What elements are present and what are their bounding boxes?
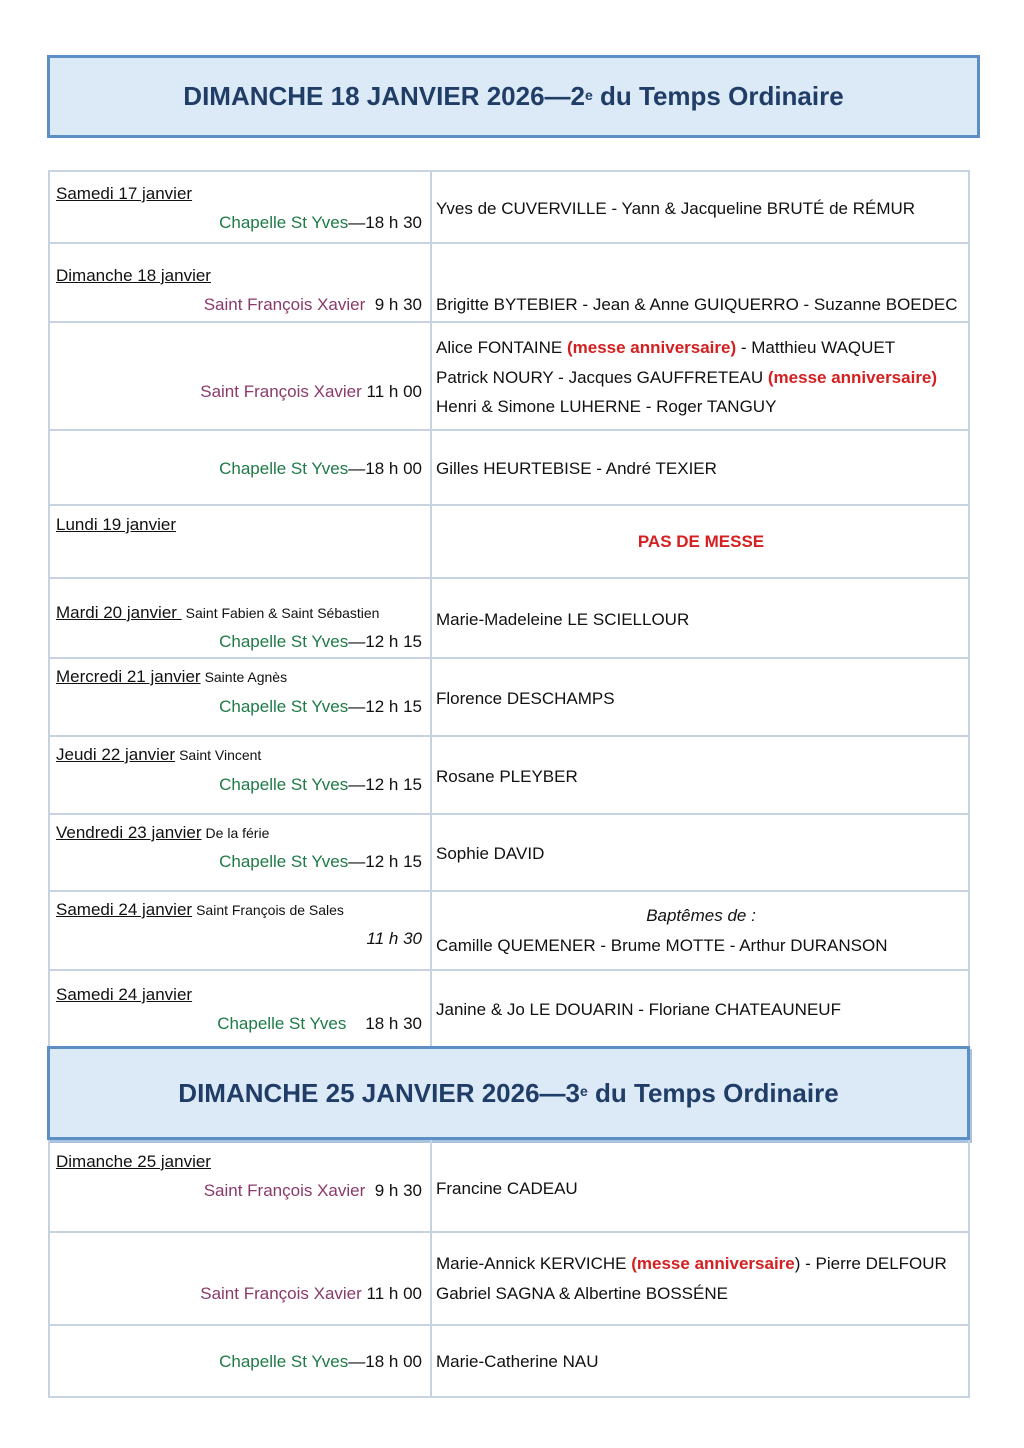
row-date: Mardi 20 janvier <box>56 603 182 622</box>
anniversary-note: (messe anniversaire) <box>767 368 938 387</box>
row-place <box>204 1181 422 1201</box>
mass-time: —12 h 15 <box>348 632 422 651</box>
intention-text: Marie-Annick KERVICHE <box>436 1254 632 1273</box>
feast-name: Saint Vincent <box>179 747 262 763</box>
row-place <box>219 775 422 795</box>
mass-time: —18 h 00 <box>348 459 422 478</box>
mass-time: 11 h 00 <box>361 1284 422 1303</box>
banner-title: DIMANCHE 18 JANVIER 2026—2 <box>183 81 585 111</box>
sunday-banner-18 <box>47 55 980 138</box>
row-day <box>56 1152 211 1172</box>
row-place <box>219 213 422 233</box>
row-day <box>56 823 269 843</box>
place-name: Chapelle St Yves <box>219 632 349 651</box>
table-row <box>50 431 968 506</box>
mass-time: 18 h 30 <box>346 1014 422 1033</box>
row-intention: Camille QUEMENER - Brume MOTTE - Arthur DURANSON <box>436 936 888 955</box>
row-place <box>219 852 422 872</box>
row-intention: Yves de CUVERVILLE - Yann & Jacqueline BRUTÉ de RÉMUR <box>436 199 916 218</box>
anniversary-note: (messe anniversaire <box>631 1254 795 1273</box>
row-day <box>56 515 176 535</box>
row-date: Vendredi 23 janvier <box>56 823 202 842</box>
row-date: Dimanche 25 janvier <box>56 1152 211 1171</box>
row-date: Jeudi 22 janvier <box>56 745 176 764</box>
intention-text: Alice FONTAINE <box>436 338 567 357</box>
place-name: Chapelle St Yves <box>219 775 349 794</box>
mass-time: —18 h 30 <box>348 213 422 232</box>
mass-table-week2 <box>48 1140 970 1398</box>
row-intention: Rosane PLEYBER <box>436 767 578 786</box>
feast-name: Saint Fabien & Saint Sébastien <box>185 605 380 621</box>
mass-table-week1 <box>48 170 970 1048</box>
banner-title-rest: du Temps Ordinaire <box>587 1077 839 1108</box>
table-row <box>50 172 968 244</box>
row-intention <box>436 338 895 358</box>
place-name: Saint François Xavier <box>203 295 366 314</box>
row-intention: Marie-Madeleine LE SCIELLOUR <box>436 610 690 629</box>
intention-text: - Matthieu WAQUET <box>736 338 896 357</box>
row-intention: Marie-Catherine NAU <box>436 1352 599 1371</box>
table-row <box>50 323 968 431</box>
mass-time: 11 h 00 <box>361 382 422 401</box>
row-date: Lundi 19 janvier <box>56 515 177 534</box>
place-name: Saint François Xavier <box>200 382 362 401</box>
place-name: Saint François Xavier <box>200 1284 362 1303</box>
row-place <box>367 929 422 949</box>
intention-text: ) - Pierre DELFOUR <box>794 1254 947 1273</box>
row-intention: Janine & Jo LE DOUARIN - Floriane CHATEAUNEUF <box>436 1000 841 1019</box>
row-intention <box>436 368 937 388</box>
row-place <box>200 382 422 402</box>
feast-name: Sainte Agnès <box>204 669 288 685</box>
row-place <box>200 1284 422 1304</box>
mass-time: —12 h 15 <box>348 852 422 871</box>
place-name: Chapelle St Yves <box>219 459 349 478</box>
place-name: Chapelle St Yves <box>219 1352 349 1371</box>
row-day <box>56 745 261 765</box>
feast-name: Saint François de Sales <box>196 902 344 918</box>
table-row <box>50 579 968 659</box>
row-intention: Gabriel SAGNA & Albertine BOSSÉNE <box>436 1284 728 1303</box>
row-day <box>56 667 287 687</box>
mass-time: —18 h 00 <box>348 1352 422 1371</box>
row-date: Mercredi 21 janvier <box>56 667 201 686</box>
place-name: Chapelle St Yves <box>219 213 349 232</box>
table-row <box>50 892 968 971</box>
row-place <box>204 295 422 315</box>
row-day <box>56 900 344 920</box>
table-row <box>50 737 968 815</box>
row-day <box>56 266 211 286</box>
row-place <box>217 1014 422 1034</box>
anniversary-note: (messe anniversaire) <box>566 338 737 357</box>
row-date: Samedi 24 janvier <box>56 985 193 1004</box>
row-intention: Sophie DAVID <box>436 844 545 863</box>
mass-time: —12 h 15 <box>348 697 422 716</box>
row-intention: Brigitte BYTEBIER - Jean & Anne GUIQUERRO - Suzanne BOEDEC <box>436 295 958 314</box>
place-name: Saint François Xavier <box>203 1181 366 1200</box>
row-place <box>219 459 422 479</box>
row-intention <box>436 1254 947 1274</box>
table-row <box>50 1233 968 1326</box>
table-row <box>50 1326 968 1398</box>
row-intention: Francine CADEAU <box>436 1179 578 1198</box>
feast-name: De la férie <box>205 825 270 841</box>
baptism-heading: Baptêmes de : <box>646 906 756 925</box>
table-row <box>50 1140 968 1233</box>
row-date: Dimanche 18 janvier <box>56 266 211 285</box>
row-date: Samedi 24 janvier <box>56 900 193 919</box>
table-row <box>50 244 968 323</box>
row-intention: Florence DESCHAMPS <box>436 689 615 708</box>
sunday-banner-25 <box>47 1046 970 1140</box>
table-row <box>50 815 968 892</box>
row-place <box>219 697 422 717</box>
table-row <box>50 506 968 579</box>
mass-time: 9 h 30 <box>365 295 422 314</box>
row-day <box>56 985 192 1005</box>
banner-sup: e <box>580 1083 588 1099</box>
mass-time: 9 h 30 <box>365 1181 422 1200</box>
row-date: Samedi 17 janvier <box>56 184 193 203</box>
table-row <box>50 659 968 737</box>
intention-text: Patrick NOURY - Jacques GAUFFRETEAU <box>436 368 768 387</box>
place-name: Chapelle St Yves <box>217 1014 347 1033</box>
banner-title: DIMANCHE 25 JANVIER 2026—3 <box>178 1077 580 1108</box>
banner-sup: e <box>585 86 593 103</box>
row-place <box>219 632 422 652</box>
row-place <box>219 1352 422 1372</box>
mass-time: 11 h 30 <box>366 929 422 948</box>
no-mass-notice: PAS DE MESSE <box>637 532 765 551</box>
place-name: Chapelle St Yves <box>219 697 349 716</box>
row-day <box>56 603 379 623</box>
row-intention: Gilles HEURTEBISE - André TEXIER <box>436 459 717 478</box>
banner-title-rest: du Temps Ordinaire <box>592 81 844 111</box>
mass-time: —12 h 15 <box>348 775 422 794</box>
table-row <box>50 971 968 1048</box>
place-name: Chapelle St Yves <box>219 852 349 871</box>
row-intention: Henri & Simone LUHERNE - Roger TANGUY <box>436 397 777 416</box>
row-day <box>56 184 192 204</box>
